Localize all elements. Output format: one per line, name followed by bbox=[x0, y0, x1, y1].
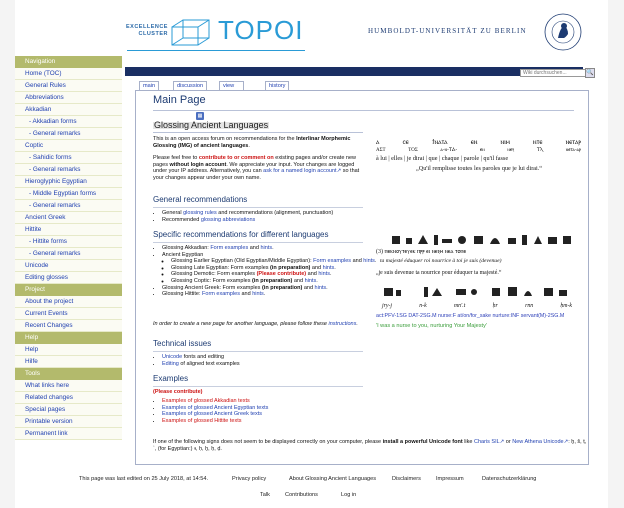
gloss-word: ⲛⲧⲉ bbox=[532, 138, 543, 146]
sidebar-item[interactable]: Related changes bbox=[15, 392, 122, 404]
top-nav-bar bbox=[125, 67, 583, 76]
search-icon[interactable]: 🔍 bbox=[586, 70, 594, 76]
logo-underline bbox=[127, 50, 305, 51]
footer-link-disclaimers[interactable]: Disclaimers bbox=[392, 476, 421, 482]
tab-view-source[interactable]: view bbox=[219, 81, 244, 90]
login-account-link[interactable]: ask for a named login account bbox=[263, 168, 337, 175]
footer-link-impressum[interactable]: Impressum bbox=[436, 476, 464, 482]
sidebar-item[interactable]: General Rules bbox=[15, 80, 122, 92]
charis-sil-link[interactable]: Charis SIL bbox=[473, 439, 500, 445]
egyptian-examples-link[interactable]: Examples of glossed Ancient Egyptian texts bbox=[162, 404, 269, 411]
sidebar-item[interactable]: Editing glosses bbox=[15, 272, 122, 284]
sidebar-item[interactable]: - Akkadian forms bbox=[15, 116, 122, 128]
sidebar-item[interactable]: Special pages bbox=[15, 404, 122, 416]
sidebar-item[interactable]: Unicode bbox=[15, 260, 122, 272]
hittite-form-examples-link[interactable]: Form examples bbox=[202, 291, 240, 298]
general-recommendations-heading: General recommendations bbox=[153, 195, 248, 204]
sidebar-item[interactable]: Abbreviations bbox=[15, 92, 122, 104]
list-item bbox=[162, 411, 382, 418]
sidebar-section-tools: Tools bbox=[15, 368, 122, 380]
gloss-word: ΤΟΣ bbox=[408, 148, 418, 153]
sidebar-item[interactable]: Akkadian bbox=[15, 104, 122, 116]
sidebar-section-help: Help bbox=[15, 332, 122, 344]
sidebar-section-project: Project bbox=[15, 284, 122, 296]
divider bbox=[153, 386, 363, 387]
gloss-word: ⲁ-ⲛ-ⲦⲀ- bbox=[440, 148, 458, 153]
list-item: • Glossing Hittite: Form examples and hints. bbox=[162, 291, 382, 298]
hu-seal-icon[interactable] bbox=[543, 12, 583, 52]
demotic-contribute-link[interactable]: (Please contribute) bbox=[256, 271, 307, 278]
technical-issues-heading: Technical issues bbox=[153, 339, 212, 348]
list-item: ◦ Glossing Late Egyptian: Form examples (in preparation) and hints. bbox=[171, 265, 382, 272]
coptic-hints-link[interactable]: hints bbox=[304, 277, 317, 284]
akkadian-form-examples-link[interactable]: Form examples bbox=[210, 245, 249, 251]
new-athena-link[interactable]: New Athena Unicode bbox=[512, 439, 564, 445]
list-item: ◦ Glossing Coptic: Form examples (in preparation) and hints. bbox=[171, 278, 382, 285]
examples-list bbox=[153, 398, 382, 424]
sidebar-item[interactable]: Coptic bbox=[15, 140, 122, 152]
title-divider bbox=[153, 110, 574, 111]
examples-heading: Examples bbox=[153, 374, 189, 383]
greek-examples-link[interactable]: Examples of glossed Ancient Greek texts bbox=[162, 411, 262, 418]
section-heading-glossing: Glossing Ancient Languages bbox=[154, 120, 269, 130]
editing-link[interactable]: Editing bbox=[162, 360, 179, 367]
gloss-word: ⲉⲛ bbox=[470, 138, 478, 146]
gloss-word: ⲛⲓⲙ bbox=[500, 138, 510, 146]
sidebar-item[interactable]: Permanent link bbox=[15, 428, 122, 440]
divider bbox=[153, 207, 363, 208]
sidebar-item[interactable]: - Sahidic forms bbox=[15, 152, 122, 164]
hieroglyph-row-icon bbox=[390, 233, 575, 247]
university-name[interactable]: HUMBOLDT-UNIVERSITÄT ZU BERLIN bbox=[368, 27, 527, 35]
late-egyptian-hints-link[interactable]: hints bbox=[322, 264, 335, 271]
topoi-cube-logo[interactable] bbox=[170, 18, 212, 48]
contribute-link[interactable]: contribute to or comment on bbox=[198, 155, 274, 161]
gloss-word: ⲉⲛ bbox=[479, 148, 485, 153]
unicode-link[interactable]: Unicode bbox=[162, 354, 183, 360]
english-translation: 'I was a nurse to you, nurturing Your Majesty' bbox=[376, 323, 487, 329]
language-list bbox=[153, 245, 382, 298]
greek-hints-link[interactable]: hints bbox=[314, 284, 327, 291]
heading-divider bbox=[153, 132, 363, 133]
gloss-word: ḥm-k bbox=[560, 303, 572, 309]
tab-history[interactable]: history bbox=[265, 81, 289, 90]
general-list bbox=[153, 210, 382, 223]
morpheme-gloss-line: act:PFV-1SG DAT-2SG.M nurse:F at/on/for_sake nurture:INF servant(M)-2SG.M bbox=[376, 313, 565, 319]
akkadian-examples-link[interactable]: Examples of glossed Akkadian texts bbox=[162, 398, 250, 404]
hieroglyph-row-icon bbox=[384, 285, 574, 299]
sidebar-item[interactable]: Hittite bbox=[15, 224, 122, 236]
list-item: • Ancient Egyptian ◦ Glossing Earlier Egyptian (Old Egyptian/Middle Egyptian): Form examples and hints. ◦ Glossing Late Egyptian: Form examples (in preparation) and hints. ◦ Glossing Demotic: Form examples (Please contribute) and hints. ◦ Glossing Coptic: Form examples (in preparation) and hints. bbox=[162, 252, 382, 285]
sidebar-item[interactable]: Home (TOC) bbox=[15, 68, 122, 80]
list-item: • Glossing Akkadian: Form examples and hints. bbox=[162, 245, 382, 252]
page bbox=[15, 0, 608, 508]
contribute-paragraph: Please feel free to contribute to or comment on existing pages and/or create new pages without login account. We appreciate your input. Your changes are logged under your IP address. Alternatively, you can ask for a named login account↗ so that your changes appear under your own name. bbox=[153, 155, 360, 181]
gloss-example-coptic bbox=[376, 139, 581, 179]
gloss-word: ⲛⲉⲝ bbox=[507, 148, 515, 153]
external-link-icon: ↗ bbox=[499, 439, 505, 445]
divider bbox=[153, 351, 363, 352]
egyptian-hints-link[interactable]: hints bbox=[363, 258, 375, 265]
sidebar-item[interactable]: Hilfe bbox=[15, 356, 122, 368]
gloss-word: ⲛⲉⲧⲁⲣ bbox=[565, 138, 581, 146]
gloss-word: ⲦⲖ bbox=[536, 148, 544, 153]
hittite-hints-link[interactable]: hints bbox=[252, 291, 264, 298]
external-link-icon: ↗ bbox=[336, 168, 342, 175]
sidebar-item[interactable]: Help bbox=[15, 344, 122, 356]
coptic-line-2: (3) ⲡⲉⲕⲛⲟⲩⲧⲉⲩⲉⲕ ⲡⲣⲣ ⲉⲓ ⲛⲉⲝⲙ ⲛⲉⲁ ⲧⲟⲡⲉ bbox=[376, 249, 467, 255]
sidebar-item[interactable]: - General remarks bbox=[15, 200, 122, 212]
gloss-example-hieroglyphic-1 bbox=[376, 233, 581, 281]
sidebar-item[interactable]: Ancient Greek bbox=[15, 212, 122, 224]
main-content bbox=[135, 90, 589, 465]
gloss-word: mn'.t bbox=[453, 303, 466, 309]
tab-discussion[interactable]: discussion bbox=[173, 81, 207, 90]
sidebar bbox=[15, 56, 122, 440]
french-translation: „Qu'il remplisse toutes les paroles que je lui dirai.“ bbox=[416, 165, 543, 172]
gloss-example-hieroglyphic-2 bbox=[376, 285, 581, 337]
egyptian-form-examples-link[interactable]: Form examples bbox=[313, 258, 352, 265]
page-title: Main Page bbox=[153, 94, 206, 106]
sidebar-item[interactable]: - General remarks bbox=[15, 248, 122, 260]
divider bbox=[153, 242, 363, 243]
excellence-cluster-label: EXCELLENCE CLUSTER bbox=[126, 24, 168, 37]
gloss-word: rnn bbox=[525, 303, 534, 309]
footer-link-talk[interactable]: Talk bbox=[260, 492, 270, 498]
gloss-word: ΑΣΤ bbox=[376, 148, 386, 153]
intro-paragraph: This is an open access forum on recommendations for the Interlinar Morphemic Glossing (IMG) of ancient languages. bbox=[153, 136, 351, 149]
specific-recommendations-heading: Specific recommendations for different languages bbox=[153, 230, 329, 239]
list-item bbox=[162, 405, 382, 412]
list-item bbox=[162, 418, 382, 425]
sidebar-section-navigation: Navigation bbox=[15, 56, 122, 68]
sidebar-item[interactable]: What links here bbox=[15, 380, 122, 392]
coptic-line bbox=[376, 139, 581, 146]
list-item: • General glossing rules and recommendations (alignment, punctuation) bbox=[162, 210, 382, 217]
sidebar-item[interactable]: - General remarks bbox=[15, 164, 122, 176]
footer-link-about[interactable]: About Glossing Ancient Languages bbox=[289, 476, 377, 482]
coptic-gloss-line bbox=[376, 148, 581, 155]
search-input[interactable] bbox=[520, 69, 588, 77]
gloss-word: ḥr bbox=[492, 303, 498, 309]
gloss-word: ⲥⲉ bbox=[402, 138, 409, 146]
sidebar-item[interactable]: Current Events bbox=[15, 308, 122, 320]
list-item: • Glossing Ancient Greek: Form examples (in preparation) and hints. bbox=[162, 285, 382, 292]
list-item: • Editing of aligned text examples bbox=[162, 361, 382, 368]
french-translation-2: „je suis devenue ta nourrice pour éduquer ta majesté.“ bbox=[376, 270, 502, 276]
glossing-rules-link[interactable]: glossing rules bbox=[183, 210, 217, 216]
transliteration-line bbox=[382, 303, 572, 310]
instructions-link[interactable]: instructions bbox=[328, 321, 357, 327]
gloss-word: ϯⲛⲁⲧⲁ bbox=[431, 138, 448, 146]
list-item bbox=[162, 398, 382, 405]
footer-link-privacy-de[interactable]: Datenschutzerklärung bbox=[482, 476, 537, 482]
list-item: • Unicode fonts and editing bbox=[162, 354, 382, 361]
footer-link-privacy[interactable]: Privacy policy bbox=[232, 476, 267, 482]
french-gloss-line: à lui | elles | je dirai | que | chaque | parole | qu'il fasse bbox=[376, 155, 509, 162]
wiki-icon: ▦ bbox=[197, 113, 203, 119]
examples-contribute[interactable]: (Please contribute) bbox=[153, 389, 203, 395]
glossing-abbreviations-link[interactable]: glossing abbreviations bbox=[200, 216, 256, 223]
footer-link-login[interactable]: Log in bbox=[341, 492, 357, 498]
gloss-word: jry-j bbox=[382, 303, 392, 309]
sidebar-item[interactable]: About the project bbox=[15, 296, 122, 308]
last-edited: This page was last edited on 25 July 2018, at 14:54. bbox=[79, 476, 209, 482]
footer-link-contributions[interactable]: Contributions bbox=[285, 492, 318, 498]
gloss-word: ⲛⲉⲧⲁ-ⲁⲣ bbox=[565, 148, 581, 153]
sidebar-item[interactable]: - Hittite forms bbox=[15, 236, 122, 248]
french-gloss-line-2: ta majesté éduquer roi nourrice à toi je suis (devenue) bbox=[380, 258, 502, 264]
list-item: ◦ Glossing Demotic: Form examples (Please contribute) and hints. bbox=[171, 271, 382, 278]
instructions-note: In order to create a new page for another language, please follow these instructions. bbox=[153, 321, 358, 327]
topoi-logo-text[interactable]: TOPOI bbox=[218, 15, 304, 45]
site-header bbox=[15, 0, 608, 56]
font-note: If one of the following signs does not seem to be displayed correctly on your computer, please install a powerful Unicode font like Charis SIL↗ or New Athena Unicode↗: ḫ, š, ṭ, ʾ, (for Egyptian:) ꜣ, ḥ, ḫ, ẖ, ḏ. bbox=[153, 439, 587, 452]
hittite-examples-link[interactable]: Examples of glossed Hittite texts bbox=[162, 417, 242, 424]
gloss-word: ⲁ bbox=[376, 138, 380, 146]
external-link-icon: ↗ bbox=[563, 439, 569, 445]
sidebar-item[interactable]: - General remarks bbox=[15, 128, 122, 140]
technical-list bbox=[153, 354, 382, 367]
akkadian-hints-link[interactable]: hints bbox=[260, 245, 273, 251]
sidebar-item[interactable]: Recent Changes bbox=[15, 320, 122, 332]
demotic-hints-link[interactable]: hints bbox=[318, 271, 330, 278]
sidebar-item[interactable]: - Middle Egyptian forms bbox=[15, 188, 122, 200]
tab-main-page[interactable]: main bbox=[139, 81, 159, 90]
list-item: • Recommended glossing abbreviations bbox=[162, 217, 382, 224]
gloss-word: n-k bbox=[419, 303, 427, 309]
sidebar-item[interactable]: Hieroglyphic Egyptian bbox=[15, 176, 122, 188]
sidebar-item[interactable]: Printable version bbox=[15, 416, 122, 428]
list-item: ◦ Glossing Earlier Egyptian (Old Egyptian/Middle Egyptian): Form examples and hints. bbox=[171, 258, 382, 265]
